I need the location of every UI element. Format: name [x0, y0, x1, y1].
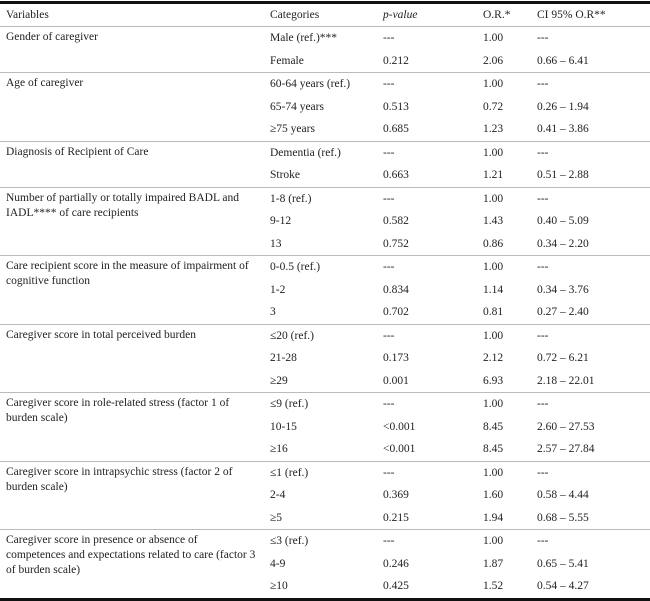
- category-cell: 65-74 years: [270, 100, 324, 113]
- category-cell: ≥29: [270, 374, 288, 387]
- ci-cell: 2.18 – 22.01: [537, 374, 595, 387]
- or-cell: 1.00: [483, 329, 504, 342]
- table-row: [0, 27, 650, 50]
- ci-cell: 0.65 – 5.41: [537, 557, 589, 570]
- category-cell: 4-9: [270, 557, 286, 570]
- or-cell: 8.45: [483, 420, 504, 433]
- category-cell: 1-2: [270, 283, 286, 296]
- p-value-cell: 0.215: [383, 511, 409, 524]
- table-row: [0, 324, 650, 347]
- variable-cell: Care recipient score in the measure of impairment of cognitive function: [6, 260, 249, 287]
- ci-cell: 0.26 – 1.94: [537, 100, 589, 113]
- or-cell: 0.72: [483, 100, 504, 113]
- variable-cell: Caregiver score in intrapsychic stress (factor 2 of burden scale): [6, 465, 233, 493]
- or-cell: 1.52: [483, 580, 504, 593]
- ci-cell: 0.40 – 5.09: [537, 215, 589, 228]
- p-value-cell: 0.834: [383, 283, 409, 296]
- p-value-cell: 0.582: [383, 215, 409, 228]
- variable-cell: Age of caregiver: [6, 77, 84, 89]
- p-value-cell: 0.513: [383, 100, 409, 113]
- p-value-cell: <0.001: [383, 420, 416, 433]
- or-cell: 1.14: [483, 283, 504, 296]
- p-value-cell: 0.369: [383, 489, 409, 502]
- p-value-cell: 0.212: [383, 54, 409, 67]
- or-cell: 6.93: [483, 374, 504, 387]
- p-value-cell: ---: [383, 32, 395, 45]
- or-cell: 1.21: [483, 169, 504, 182]
- category-cell: Dementia (ref.): [270, 146, 341, 159]
- p-value-cell: ---: [383, 329, 395, 342]
- or-cell: 1.94: [483, 511, 504, 524]
- variable-cell: Caregiver score in total perceived burden: [6, 328, 196, 341]
- or-cell: 1.43: [483, 215, 504, 228]
- category-cell: 0-0.5 (ref.): [270, 261, 321, 274]
- table-row: [0, 141, 650, 164]
- p-value-cell: 0.752: [383, 237, 409, 250]
- category-cell: Female: [270, 54, 304, 67]
- p-value-cell: 0.663: [383, 169, 409, 182]
- category-cell: ≤3 (ref.): [270, 535, 309, 548]
- ci-cell: 0.66 – 6.41: [537, 54, 589, 67]
- p-value-cell: ---: [383, 261, 395, 274]
- ci-cell: 0.72 – 6.21: [537, 352, 589, 365]
- ci-cell: ---: [537, 398, 549, 411]
- category-cell: 10-15: [270, 420, 297, 433]
- category-cell: ≤20 (ref.): [270, 329, 314, 342]
- p-value-cell: ---: [383, 146, 395, 159]
- table-row: [0, 73, 650, 96]
- or-cell: 1.00: [483, 535, 504, 548]
- p-value-cell: ---: [383, 535, 395, 548]
- ci-cell: ---: [537, 535, 549, 548]
- table-row: [0, 187, 650, 210]
- category-cell: ≥16: [270, 443, 288, 456]
- category-cell: 2-4: [270, 489, 286, 502]
- or-cell: 0.86: [483, 237, 504, 250]
- p-value-cell: 0.685: [383, 123, 409, 136]
- results-table: [0, 1, 650, 601]
- variable-cell: Gender of caregiver: [6, 31, 98, 43]
- or-cell: 1.00: [483, 192, 504, 205]
- p-value-cell: 0.425: [383, 580, 409, 593]
- ci-cell: 0.68 – 5.55: [537, 511, 589, 524]
- or-cell: 1.00: [483, 32, 504, 45]
- header-variables: Variables: [6, 9, 49, 21]
- ci-cell: ---: [537, 466, 549, 479]
- category-cell: ≥5: [270, 511, 283, 524]
- or-cell: 1.23: [483, 123, 504, 136]
- or-cell: 1.87: [483, 557, 504, 570]
- p-value-cell: 0.702: [383, 306, 409, 319]
- category-cell: ≥10: [270, 580, 288, 593]
- ci-cell: ---: [537, 261, 549, 274]
- p-value-cell: 0.001: [383, 374, 409, 387]
- ci-cell: 2.57 – 27.84: [537, 443, 595, 456]
- ci-cell: ---: [537, 78, 549, 91]
- category-cell: ≥75 years: [270, 123, 315, 136]
- header-ci: CI 95% O.R**: [537, 9, 606, 21]
- or-cell: 1.00: [483, 146, 504, 159]
- category-cell: 3: [270, 306, 276, 319]
- or-cell: 1.00: [483, 78, 504, 91]
- category-cell: 9-12: [270, 215, 292, 228]
- variable-cell: Caregiver score in role-related stress (factor 1 of burden scale): [6, 397, 230, 424]
- category-cell: 13: [270, 237, 282, 250]
- ci-cell: 2.60 – 27.53: [537, 420, 595, 433]
- p-value-cell: 0.246: [383, 557, 409, 570]
- ci-cell: 0.58 – 4.44: [537, 489, 589, 502]
- category-cell: 21-28: [270, 352, 297, 365]
- table-row: [0, 256, 650, 279]
- p-value-cell: ---: [383, 78, 395, 91]
- ci-cell: ---: [537, 192, 549, 205]
- table-row: [0, 461, 650, 484]
- ci-cell: 0.34 – 3.76: [537, 283, 589, 296]
- ci-cell: 0.51 – 2.88: [537, 169, 589, 182]
- ci-cell: 0.34 – 2.20: [537, 237, 589, 250]
- p-value-cell: ---: [383, 192, 395, 205]
- or-cell: 1.00: [483, 261, 504, 274]
- or-cell: 1.00: [483, 398, 504, 411]
- category-cell: Stroke: [270, 169, 301, 182]
- ci-cell: ---: [537, 32, 549, 45]
- or-cell: 0.81: [483, 306, 504, 319]
- variable-cell: Caregiver score in presence or absence of competences and expectations related to care (factor 3 of burden scale): [6, 534, 256, 576]
- variable-cell: Diagnosis of Recipient of Care: [6, 145, 149, 158]
- category-cell: 1-8 (ref.): [270, 192, 312, 205]
- category-cell: ≤9 (ref.): [270, 398, 309, 411]
- ci-cell: 0.54 – 4.27: [537, 580, 589, 593]
- category-cell: 60-64 years (ref.): [270, 78, 351, 91]
- or-cell: 2.12: [483, 352, 504, 365]
- p-value-cell: 0.173: [383, 352, 409, 365]
- p-value-cell: ---: [383, 398, 395, 411]
- header-row: [0, 3, 650, 27]
- table-body: [0, 27, 650, 600]
- or-cell: 8.45: [483, 443, 504, 456]
- header-or: O.R.*: [483, 9, 511, 21]
- or-cell: 1.60: [483, 489, 504, 502]
- header-p-value: p-value: [383, 9, 418, 21]
- category-cell: Male (ref.)***: [270, 32, 338, 45]
- ci-cell: 0.41 – 3.86: [537, 123, 589, 136]
- table-row: [0, 530, 650, 553]
- p-value-cell: <0.001: [383, 443, 416, 456]
- or-cell: 1.00: [483, 466, 504, 479]
- ci-cell: ---: [537, 329, 549, 342]
- ci-cell: ---: [537, 146, 549, 159]
- ci-cell: 0.27 – 2.40: [537, 306, 589, 319]
- category-cell: ≤1 (ref.): [270, 466, 309, 479]
- table-row: [0, 393, 650, 416]
- variable-cell: Number of partially or totally impaired BADL and IADL**** of care recipients: [6, 191, 240, 219]
- or-cell: 2.06: [483, 54, 504, 67]
- p-value-cell: ---: [383, 466, 395, 479]
- header-categories: Categories: [270, 9, 320, 21]
